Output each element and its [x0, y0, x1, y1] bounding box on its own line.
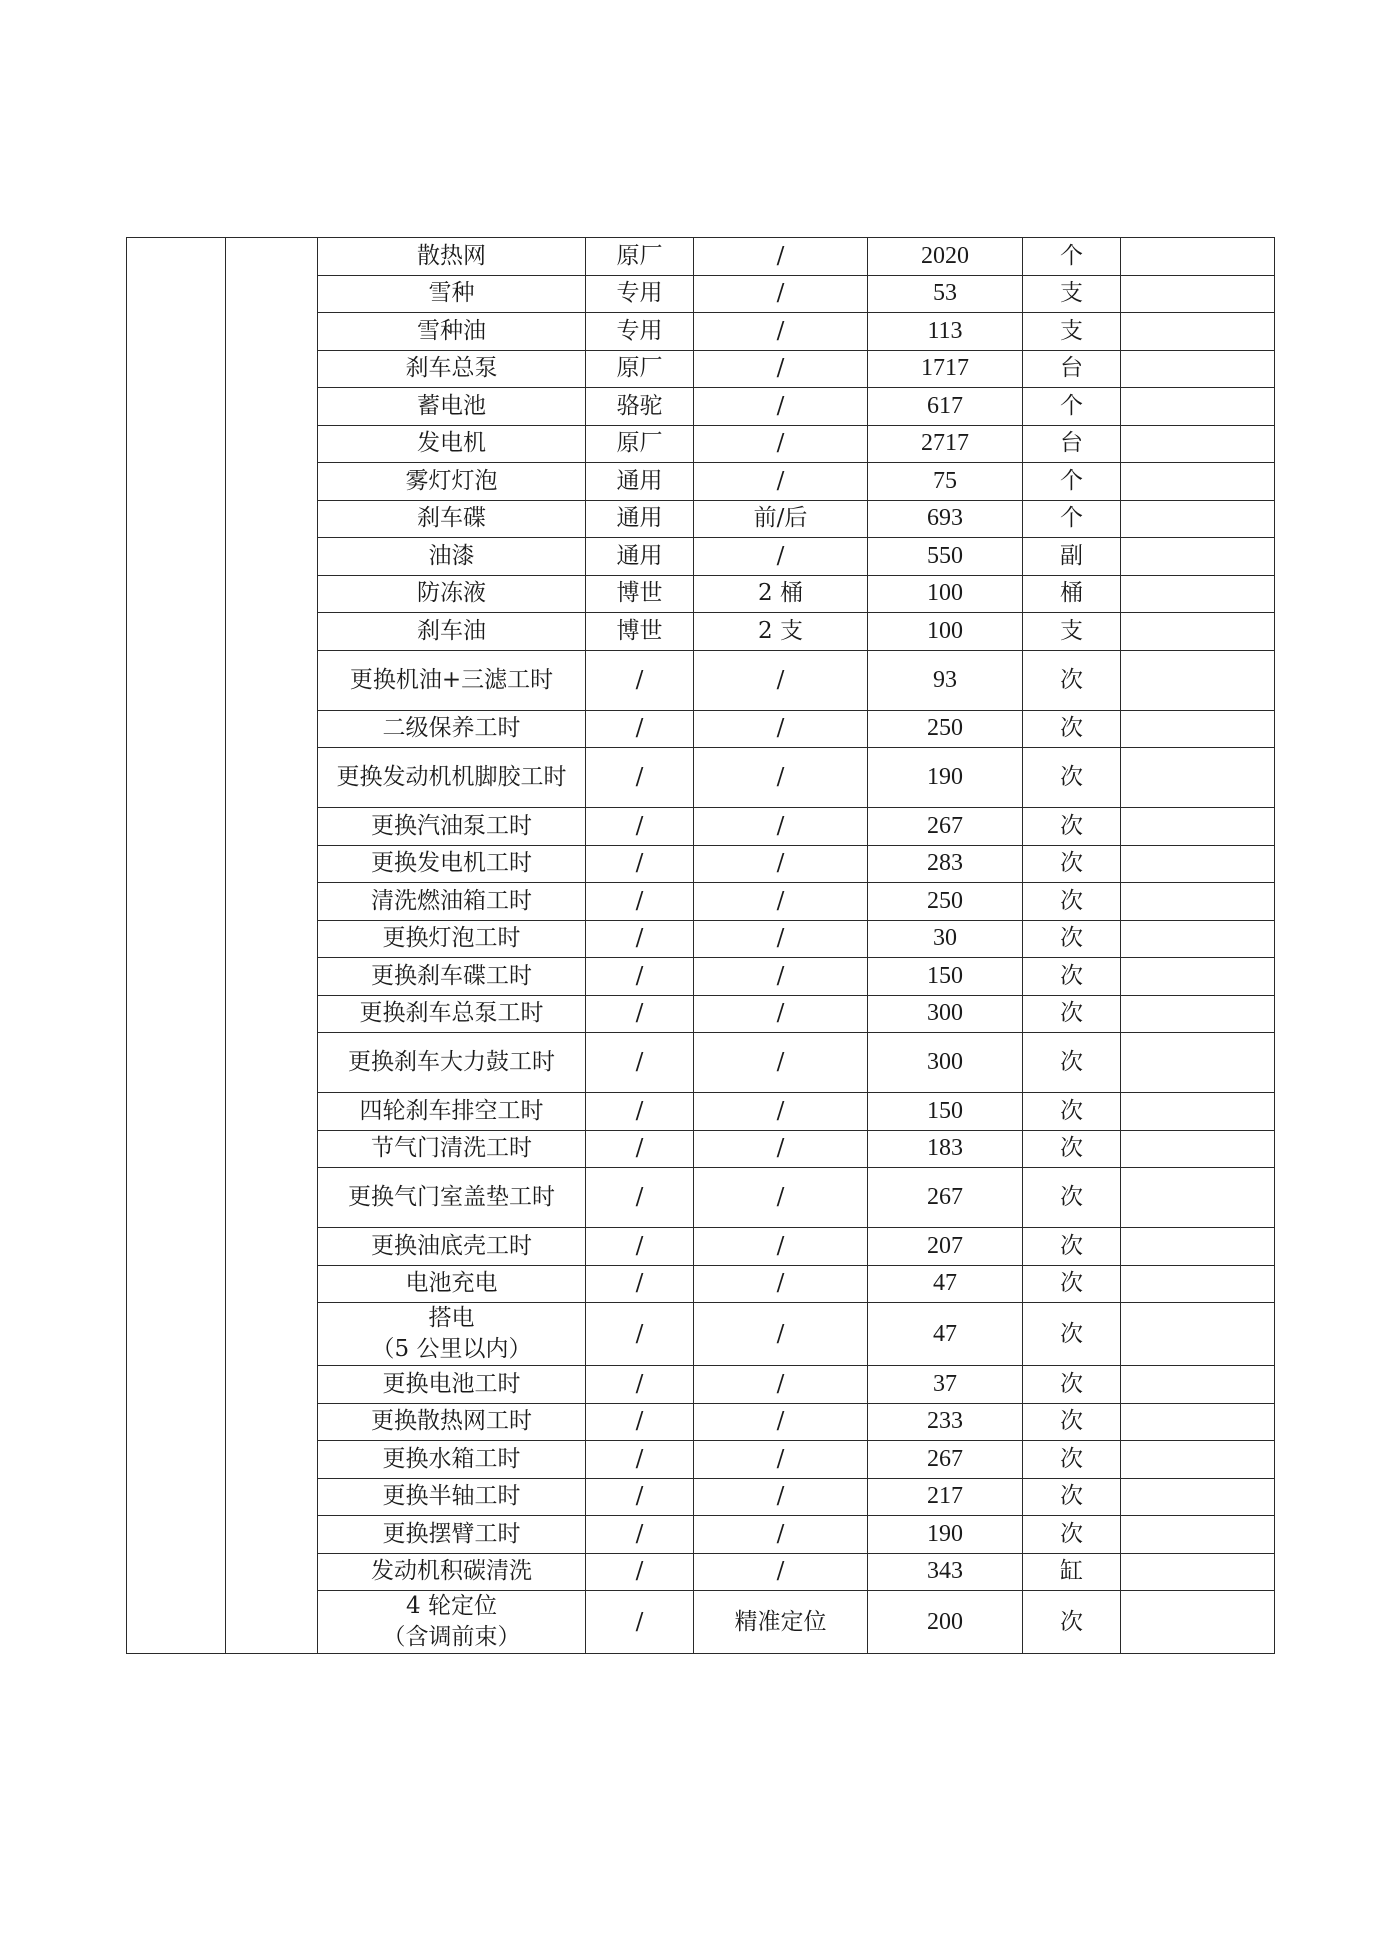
unit-cell: 支: [1023, 275, 1121, 313]
spec-cell: /: [694, 1366, 868, 1404]
price-cell: 183: [868, 1130, 1023, 1168]
brand-cell: /: [586, 1591, 694, 1654]
brand-cell: /: [586, 1093, 694, 1131]
unit-cell: 次: [1023, 1228, 1121, 1266]
brand-cell: /: [586, 845, 694, 883]
unit-cell: 次: [1023, 1130, 1121, 1168]
price-cell: 53: [868, 275, 1023, 313]
unit-cell: 次: [1023, 995, 1121, 1033]
brand-cell: /: [586, 1403, 694, 1441]
spec-cell: /: [694, 238, 868, 276]
note-cell: [1121, 1478, 1275, 1516]
brand-cell: /: [586, 1033, 694, 1093]
unit-cell: 副: [1023, 538, 1121, 576]
item-name-cell: 更换刹车总泵工时: [318, 995, 586, 1033]
unit-cell: 次: [1023, 1366, 1121, 1404]
unit-cell: 次: [1023, 1265, 1121, 1303]
unit-cell: 次: [1023, 1591, 1121, 1654]
unit-cell: 次: [1023, 845, 1121, 883]
price-cell: 100: [868, 575, 1023, 613]
brand-cell: /: [586, 650, 694, 710]
note-cell: [1121, 748, 1275, 808]
item-name-cell: 更换摆臂工时: [318, 1516, 586, 1554]
brand-cell: /: [586, 1553, 694, 1591]
unit-cell: 次: [1023, 1441, 1121, 1479]
spec-cell: /: [694, 463, 868, 501]
spec-cell: /: [694, 275, 868, 313]
brand-cell: 专用: [586, 313, 694, 351]
price-cell: 283: [868, 845, 1023, 883]
brand-cell: 通用: [586, 500, 694, 538]
price-cell: 550: [868, 538, 1023, 576]
spec-cell: 精准定位: [694, 1591, 868, 1654]
brand-cell: 博世: [586, 575, 694, 613]
spec-cell: /: [694, 710, 868, 748]
note-cell: [1121, 710, 1275, 748]
brand-cell: /: [586, 1303, 694, 1366]
spec-cell: /: [694, 1130, 868, 1168]
item-name-cell: 散热网: [318, 238, 586, 276]
price-cell: 207: [868, 1228, 1023, 1266]
spec-cell: 2 桶: [694, 575, 868, 613]
item-name-cell: 雪种油: [318, 313, 586, 351]
note-cell: [1121, 1265, 1275, 1303]
unit-cell: 次: [1023, 883, 1121, 921]
unit-cell: 次: [1023, 808, 1121, 846]
brand-cell: /: [586, 995, 694, 1033]
item-name-cell: 刹车总泵: [318, 350, 586, 388]
price-cell: 190: [868, 1516, 1023, 1554]
unit-cell: 次: [1023, 1516, 1121, 1554]
price-cell: 200: [868, 1591, 1023, 1654]
price-cell: 217: [868, 1478, 1023, 1516]
unit-cell: 次: [1023, 1093, 1121, 1131]
price-cell: 693: [868, 500, 1023, 538]
price-cell: 75: [868, 463, 1023, 501]
price-cell: 100: [868, 613, 1023, 651]
brand-cell: 原厂: [586, 425, 694, 463]
brand-cell: /: [586, 710, 694, 748]
item-name-cell: 电池充电: [318, 1265, 586, 1303]
spec-cell: /: [694, 1303, 868, 1366]
spec-cell: 2 支: [694, 613, 868, 651]
subcategory-cell: [226, 238, 318, 1654]
note-cell: [1121, 1168, 1275, 1228]
note-cell: [1121, 1130, 1275, 1168]
spec-cell: /: [694, 1228, 868, 1266]
item-name-cell: 雪种: [318, 275, 586, 313]
item-name-cell: 更换油底壳工时: [318, 1228, 586, 1266]
note-cell: [1121, 238, 1275, 276]
price-cell: 190: [868, 748, 1023, 808]
item-name-cell: 更换汽油泵工时: [318, 808, 586, 846]
note-cell: [1121, 1441, 1275, 1479]
price-cell: 47: [868, 1303, 1023, 1366]
item-name-cell: 节气门清洗工时: [318, 1130, 586, 1168]
unit-cell: 台: [1023, 350, 1121, 388]
brand-cell: 骆驼: [586, 388, 694, 426]
item-name-cell: 更换电池工时: [318, 1366, 586, 1404]
unit-cell: 次: [1023, 920, 1121, 958]
brand-cell: /: [586, 1228, 694, 1266]
note-cell: [1121, 1591, 1275, 1654]
item-name-cell: 更换刹车大力鼓工时: [318, 1033, 586, 1093]
price-cell: 267: [868, 808, 1023, 846]
spec-cell: /: [694, 1553, 868, 1591]
note-cell: [1121, 1033, 1275, 1093]
brand-cell: /: [586, 1516, 694, 1554]
unit-cell: 个: [1023, 500, 1121, 538]
note-cell: [1121, 958, 1275, 996]
unit-cell: 次: [1023, 710, 1121, 748]
item-name-cell: 更换气门室盖垫工时: [318, 1168, 586, 1228]
note-cell: [1121, 995, 1275, 1033]
spec-cell: /: [694, 1093, 868, 1131]
unit-cell: 次: [1023, 1168, 1121, 1228]
brand-cell: /: [586, 808, 694, 846]
price-cell: 233: [868, 1403, 1023, 1441]
unit-cell: 次: [1023, 1478, 1121, 1516]
item-name-cell: 油漆: [318, 538, 586, 576]
spec-cell: /: [694, 650, 868, 710]
note-cell: [1121, 808, 1275, 846]
spec-cell: /: [694, 920, 868, 958]
spec-cell: /: [694, 1403, 868, 1441]
item-name-cell: 4 轮定位 （含调前束）: [318, 1591, 586, 1654]
spec-cell: /: [694, 1441, 868, 1479]
price-table: [126, 237, 1275, 1654]
brand-cell: /: [586, 748, 694, 808]
note-cell: [1121, 275, 1275, 313]
spec-cell: /: [694, 808, 868, 846]
price-cell: 93: [868, 650, 1023, 710]
price-cell: 150: [868, 1093, 1023, 1131]
price-cell: 250: [868, 883, 1023, 921]
note-cell: [1121, 1303, 1275, 1366]
brand-cell: /: [586, 1265, 694, 1303]
item-name-cell: 更换发动机机脚胶工时: [318, 748, 586, 808]
unit-cell: 次: [1023, 748, 1121, 808]
unit-cell: 次: [1023, 1403, 1121, 1441]
spec-cell: /: [694, 1478, 868, 1516]
table-body: [127, 238, 1275, 1654]
item-name-cell: 更换机油+三滤工时: [318, 650, 586, 710]
note-cell: [1121, 388, 1275, 426]
spec-cell: /: [694, 350, 868, 388]
spec-cell: /: [694, 883, 868, 921]
price-cell: 300: [868, 995, 1023, 1033]
brand-cell: 原厂: [586, 238, 694, 276]
note-cell: [1121, 575, 1275, 613]
note-cell: [1121, 613, 1275, 651]
item-name-cell: 二级保养工时: [318, 710, 586, 748]
price-cell: 267: [868, 1168, 1023, 1228]
unit-cell: 次: [1023, 958, 1121, 996]
spec-cell: /: [694, 995, 868, 1033]
unit-cell: 次: [1023, 650, 1121, 710]
brand-cell: /: [586, 1478, 694, 1516]
note-cell: [1121, 920, 1275, 958]
item-name-cell: 更换刹车碟工时: [318, 958, 586, 996]
item-name-cell: 清洗燃油箱工时: [318, 883, 586, 921]
brand-cell: /: [586, 1441, 694, 1479]
spec-cell: /: [694, 425, 868, 463]
item-name-cell: 更换水箱工时: [318, 1441, 586, 1479]
brand-cell: 专用: [586, 275, 694, 313]
brand-cell: /: [586, 883, 694, 921]
spec-cell: /: [694, 313, 868, 351]
spec-cell: 前/后: [694, 500, 868, 538]
category-cell: [127, 238, 226, 1654]
price-cell: 47: [868, 1265, 1023, 1303]
brand-cell: 博世: [586, 613, 694, 651]
item-name-cell: 更换半轴工时: [318, 1478, 586, 1516]
price-cell: 150: [868, 958, 1023, 996]
brand-cell: /: [586, 958, 694, 996]
note-cell: [1121, 1228, 1275, 1266]
item-name-cell: 防冻液: [318, 575, 586, 613]
item-name-cell: 发动机积碳清洗: [318, 1553, 586, 1591]
note-cell: [1121, 350, 1275, 388]
note-cell: [1121, 845, 1275, 883]
price-cell: 2020: [868, 238, 1023, 276]
spec-cell: /: [694, 1516, 868, 1554]
item-name-cell: 更换散热网工时: [318, 1403, 586, 1441]
unit-cell: 个: [1023, 388, 1121, 426]
item-name-cell: 蓄电池: [318, 388, 586, 426]
spec-cell: /: [694, 1265, 868, 1303]
brand-cell: 原厂: [586, 350, 694, 388]
brand-cell: 通用: [586, 463, 694, 501]
item-name-cell: 更换发电机工时: [318, 845, 586, 883]
spec-cell: /: [694, 538, 868, 576]
brand-cell: /: [586, 1130, 694, 1168]
unit-cell: 支: [1023, 613, 1121, 651]
spec-cell: /: [694, 958, 868, 996]
spec-cell: /: [694, 1168, 868, 1228]
unit-cell: 支: [1023, 313, 1121, 351]
unit-cell: 缸: [1023, 1553, 1121, 1591]
item-name-cell: 雾灯灯泡: [318, 463, 586, 501]
brand-cell: /: [586, 920, 694, 958]
item-name-cell: 刹车碟: [318, 500, 586, 538]
item-name-cell: 搭电 （5 公里以内）: [318, 1303, 586, 1366]
note-cell: [1121, 1403, 1275, 1441]
price-cell: 250: [868, 710, 1023, 748]
item-name-cell: 更换灯泡工时: [318, 920, 586, 958]
note-cell: [1121, 538, 1275, 576]
unit-cell: 次: [1023, 1033, 1121, 1093]
unit-cell: 桶: [1023, 575, 1121, 613]
note-cell: [1121, 425, 1275, 463]
item-name-cell: 发电机: [318, 425, 586, 463]
note-cell: [1121, 1516, 1275, 1554]
price-cell: 2717: [868, 425, 1023, 463]
note-cell: [1121, 313, 1275, 351]
note-cell: [1121, 650, 1275, 710]
table-row: [127, 238, 1275, 276]
price-cell: 113: [868, 313, 1023, 351]
price-cell: 1717: [868, 350, 1023, 388]
note-cell: [1121, 1093, 1275, 1131]
price-cell: 300: [868, 1033, 1023, 1093]
unit-cell: 个: [1023, 238, 1121, 276]
spec-cell: /: [694, 1033, 868, 1093]
brand-cell: 通用: [586, 538, 694, 576]
spec-cell: /: [694, 748, 868, 808]
note-cell: [1121, 1553, 1275, 1591]
brand-cell: /: [586, 1366, 694, 1404]
unit-cell: 个: [1023, 463, 1121, 501]
item-name-cell: 四轮刹车排空工时: [318, 1093, 586, 1131]
price-cell: 343: [868, 1553, 1023, 1591]
price-cell: 30: [868, 920, 1023, 958]
brand-cell: /: [586, 1168, 694, 1228]
note-cell: [1121, 883, 1275, 921]
unit-cell: 次: [1023, 1303, 1121, 1366]
price-cell: 267: [868, 1441, 1023, 1479]
note-cell: [1121, 463, 1275, 501]
item-name-cell: 刹车油: [318, 613, 586, 651]
price-cell: 37: [868, 1366, 1023, 1404]
unit-cell: 台: [1023, 425, 1121, 463]
price-cell: 617: [868, 388, 1023, 426]
spec-cell: /: [694, 845, 868, 883]
spec-cell: /: [694, 388, 868, 426]
note-cell: [1121, 500, 1275, 538]
note-cell: [1121, 1366, 1275, 1404]
